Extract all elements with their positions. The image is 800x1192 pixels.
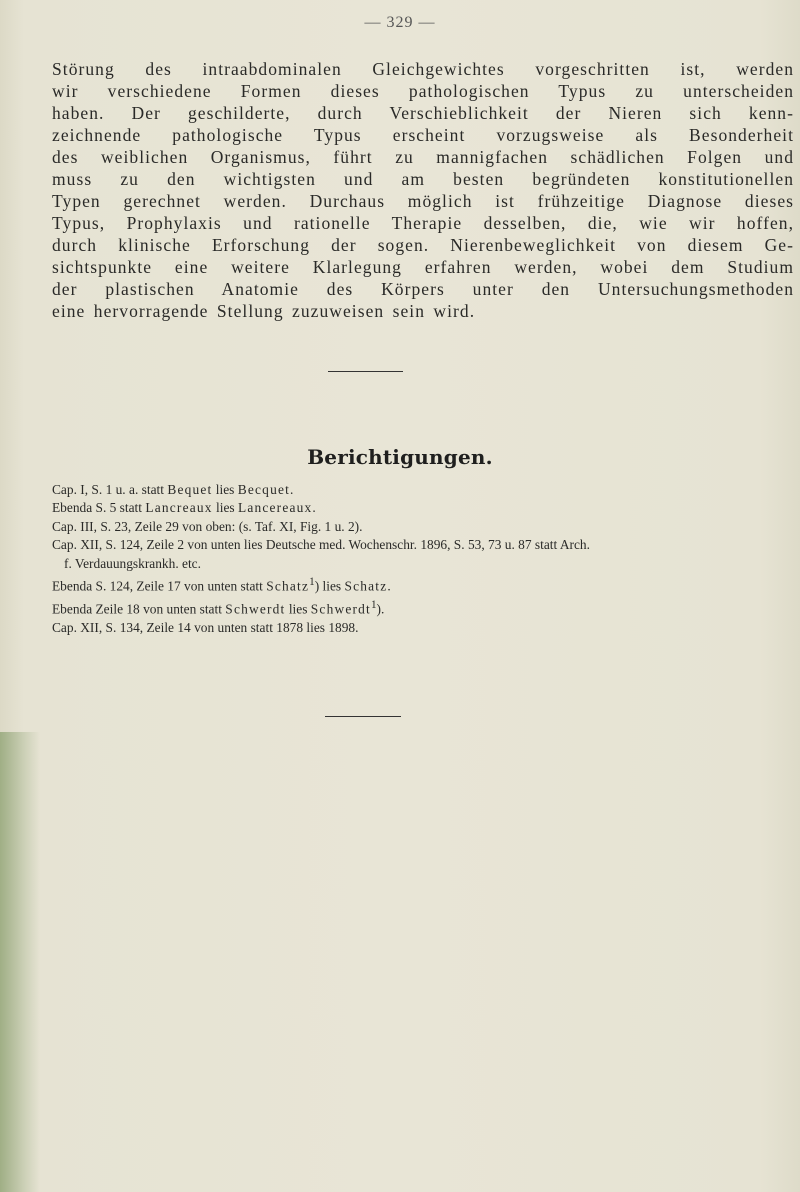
page-edge-shadow bbox=[0, 732, 40, 1192]
footnote-marker: 1 bbox=[309, 576, 315, 589]
body-line: durch klinische Erforschung der sogen. Nierenbeweglichkeit von diesem Ge- bbox=[52, 235, 794, 255]
body-line: sichtspunkte eine weitere Klarlegung erfahren werden, wobei dem Studium bbox=[52, 257, 794, 277]
body-line: Typen gerechnet werden. Durchaus möglich ist frühzeitige Diagnose dieses bbox=[52, 191, 794, 211]
body-line: Störung des intraabdominalen Gleichgewichtes vorgeschritten ist, werden bbox=[52, 59, 794, 79]
footnote-marker: 1 bbox=[370, 598, 377, 611]
section-divider bbox=[328, 371, 403, 372]
correction-entry: Cap. I, S. 1 u. a. statt Bequet lies Becquet. bbox=[52, 482, 294, 497]
body-line: haben. Der geschilderte, durch Verschieblichkeit der Nieren sich kenn- bbox=[52, 103, 794, 123]
correction-entry: Ebenda S. 5 statt Lancreaux lies Lancereaux. bbox=[52, 500, 316, 516]
corrections-heading: Berichtigungen. bbox=[307, 445, 493, 469]
body-line: wir verschiedene Formen dieses pathologischen Typus zu unterscheiden bbox=[52, 81, 794, 101]
correction-entry: Cap. III, S. 23, Zeile 29 von oben: (s. Taf. XI, Fig. 1 u. 2). bbox=[52, 518, 363, 534]
body-line: muss zu den wichtigsten und am besten begründeten konstitutionellen bbox=[52, 169, 794, 189]
page-number: — 329 — bbox=[364, 14, 436, 31]
body-line: zeichnende pathologische Typus erscheint vorzugsweise als Besonderheit bbox=[52, 125, 794, 145]
body-line: des weiblichen Organismus, führt zu mannigfachen schädlichen Folgen und bbox=[52, 147, 794, 167]
body-line: der plastischen Anatomie des Körpers unter den Untersuchungsmethoden bbox=[52, 279, 794, 299]
correction-entry: Ebenda S. 124, Zeile 17 von unten statt Schatz$^1$) lies Schatz. bbox=[52, 576, 391, 594]
body-line: eine hervorragende Stellung zuzuweisen sein wird. bbox=[52, 301, 476, 321]
corrections-list bbox=[52, 481, 794, 637]
correction-entry: Cap. XII, S. 124, Zeile 2 von unten lies Deutsche med. Wochenschr. 1896, S. 53, 73 u. 87 statt Arch. bbox=[52, 537, 590, 553]
correction-entry: Ebenda Zeile 18 von unten statt Schwerdt lies Schwerdt$^1$). bbox=[52, 598, 385, 617]
correction-entry-continuation: f. Verdauungskrankh. etc. bbox=[64, 555, 201, 571]
end-divider bbox=[325, 716, 401, 717]
body-line: Typus, Prophylaxis und rationelle Therapie desselben, die, wie wir hoffen, bbox=[52, 213, 794, 233]
correction-entry: Cap. XII, S. 134, Zeile 14 von unten statt 1878 lies 1898. bbox=[52, 619, 359, 635]
body-paragraph bbox=[52, 58, 794, 322]
